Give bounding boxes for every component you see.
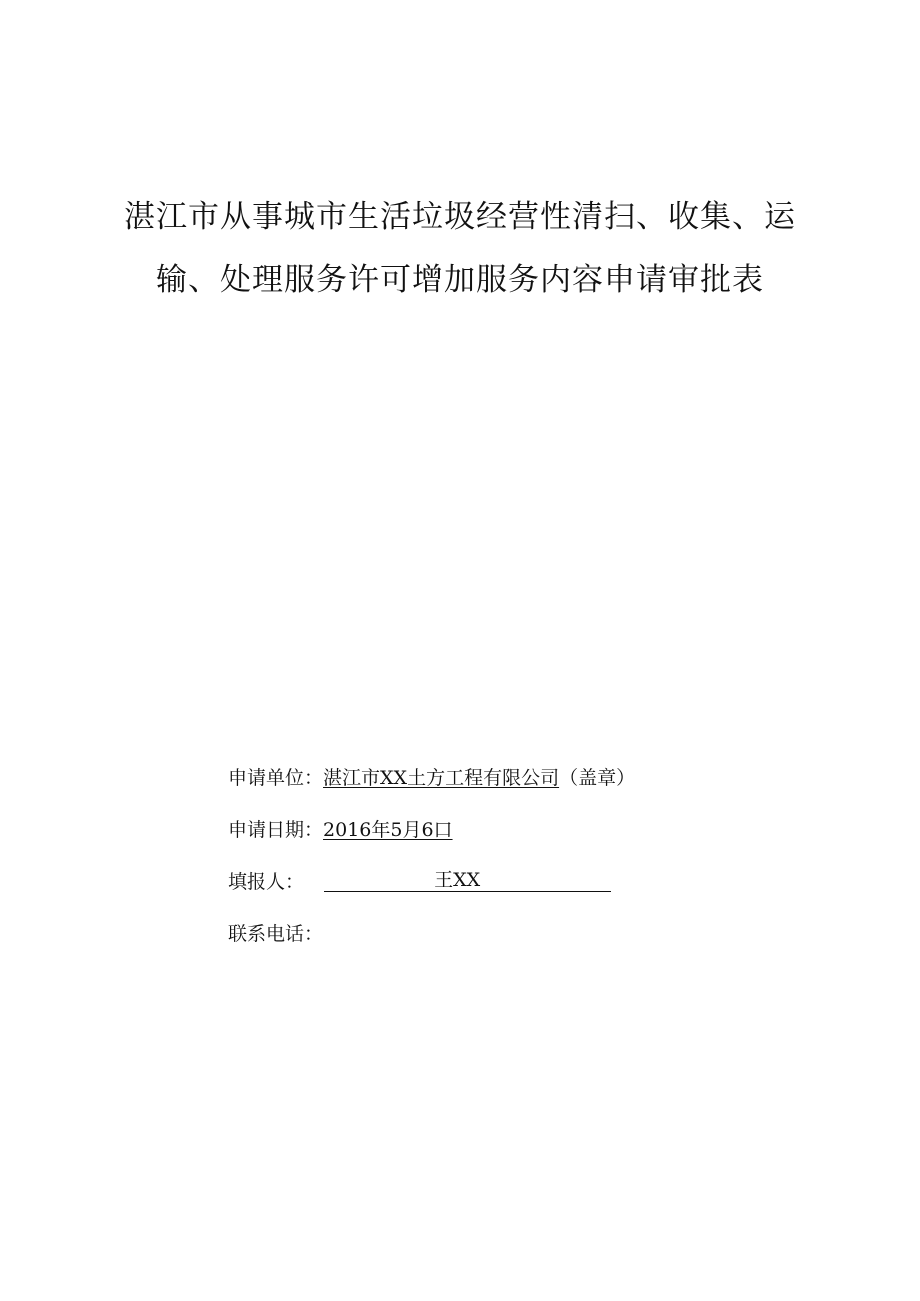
applicant-info-block	[228, 760, 788, 968]
applicant-unit-value: 湛江市XX土方工程有限公司	[323, 767, 560, 789]
contact-phone-label: 联系电话：	[228, 923, 324, 945]
document-title	[0, 186, 920, 312]
title-line-1: 湛江市从事城市生活垃圾经营性清扫、收集、运	[124, 199, 796, 235]
application-date-row	[228, 812, 788, 864]
contact-phone-row	[228, 916, 788, 968]
reporter-value-line	[324, 864, 611, 896]
reporter-row	[228, 864, 788, 916]
applicant-unit-row	[228, 760, 788, 812]
reporter-label: 填报人：	[228, 871, 305, 893]
application-date-label: 申请日期：	[228, 819, 324, 841]
application-date-value: 2016年5月6口	[323, 819, 453, 841]
reporter-name: 王XX	[434, 869, 481, 891]
seal-note: （盖章）	[559, 767, 636, 789]
title-line-2: 输、处理服务许可增加服务内容申请审批表	[156, 262, 764, 298]
applicant-unit-label: 申请单位：	[228, 767, 324, 789]
